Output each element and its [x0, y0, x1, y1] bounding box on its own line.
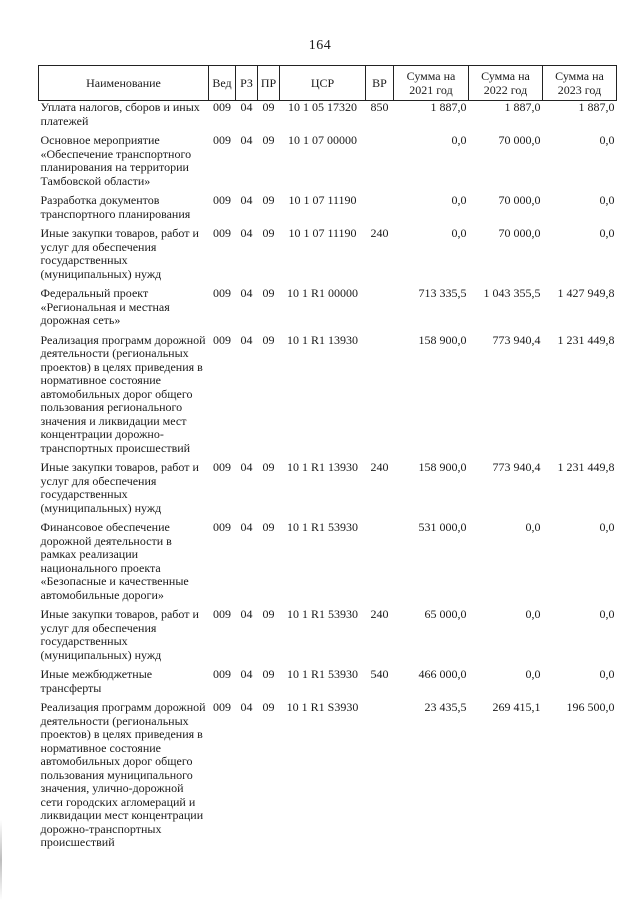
cell-sum-2023: 196 500,0	[566, 700, 615, 714]
cell-sum-2022: 0,0	[525, 667, 541, 681]
cell-sum-2021: 158 900,0	[418, 460, 467, 474]
table-header	[39, 66, 617, 101]
cell-pr: 09	[262, 226, 275, 240]
budget-table	[38, 65, 617, 856]
page-number: 164	[308, 38, 332, 53]
cell-pr: 09	[262, 700, 275, 714]
cell-ved: 009	[213, 100, 231, 114]
cell-sum-2022: 70 000,0	[498, 226, 541, 240]
cell-vr	[366, 521, 394, 608]
header-sum-2022: Сумма на 2022 год	[469, 66, 543, 101]
cell-csr: 10 1 R1 13930	[286, 332, 358, 347]
table-row	[39, 668, 617, 701]
cell-csr: 10 1 07 00000	[288, 133, 357, 147]
cell-sum-2023: 0,0	[599, 193, 615, 207]
cell-csr: 10 1 07 11190	[288, 226, 357, 240]
cell-sum-2021: 65 000,0	[424, 607, 467, 621]
cell-pr: 09	[262, 520, 275, 534]
cell-sum-2022: 773 940,4	[492, 460, 541, 474]
cell-sum-2021: 466 000,0	[418, 667, 467, 681]
cell-ved: 009	[213, 460, 231, 474]
header-pr: ПР	[258, 66, 280, 101]
header-vr: ВР	[366, 66, 394, 101]
cell-sum-2022: 1 043 355,5	[483, 286, 541, 300]
cell-sum-2022: 773 940,4	[492, 332, 541, 347]
cell-name: Уплата налогов, сборов и иных платежей	[40, 100, 200, 128]
cell-name: Разработка документов транспортного планирования	[40, 193, 191, 221]
table-row	[39, 461, 617, 521]
cell-rz: 04	[240, 286, 253, 300]
cell-name: Финансовое обеспечение дорожной деятельности в рамках реализации национального проекта «Безопасные и качественные автомобильные дороги»	[40, 520, 189, 602]
cell-ved: 009	[213, 133, 231, 147]
cell-rz: 04	[240, 193, 253, 207]
cell-csr: 10 1 R1 13930	[286, 460, 358, 474]
header-name: Наименование	[39, 66, 209, 101]
table-row	[39, 194, 617, 227]
cell-sum-2022: 1 887,0	[504, 100, 541, 114]
table-row	[39, 134, 617, 194]
cell-pr: 09	[262, 667, 275, 681]
cell-vr	[366, 134, 394, 194]
cell-sum-2022: 70 000,0	[498, 133, 541, 147]
cell-csr: 10 1 R1 53930	[286, 667, 358, 681]
cell-csr: 10 1 07 11190	[288, 193, 357, 207]
cell-sum-2021: 158 900,0	[418, 332, 467, 347]
cell-csr: 10 1 05 17320	[288, 100, 357, 114]
table-row	[39, 701, 617, 856]
cell-sum-2023: 0,0	[599, 520, 615, 534]
header-sum-2023: Сумма на 2023 год	[543, 66, 617, 101]
table-row	[39, 521, 617, 608]
cell-csr: 10 1 R1 53930	[286, 520, 358, 534]
cell-name: Основное мероприятие «Обеспечение транспортного планирования на территории Тамбовской области»	[40, 133, 192, 188]
cell-pr: 09	[262, 100, 275, 114]
cell-sum-2023: 0,0	[599, 226, 615, 240]
cell-sum-2023: 0,0	[599, 133, 615, 147]
cell-sum-2022: 70 000,0	[498, 193, 541, 207]
cell-vr	[366, 701, 394, 856]
cell-sum-2022: 0,0	[525, 520, 541, 534]
cell-ved: 009	[213, 607, 231, 621]
cell-name: Иные закупки товаров, работ и услуг для обеспечения государственных (муниципальных) нужд	[40, 607, 199, 662]
cell-sum-2023: 1 887,0	[578, 100, 615, 114]
cell-name: Реализация программ дорожной деятельности (региональных проектов) в целях приведения в нормативное состояние автомобильных дорог общего пользования регионального значения и ликвидации мест концентрации дорожно-транспортных происшествий	[40, 332, 206, 455]
cell-sum-2021: 23 435,5	[424, 700, 467, 714]
cell-rz: 04	[240, 100, 253, 114]
cell-pr: 09	[262, 607, 275, 621]
cell-ved: 009	[213, 332, 231, 347]
cell-vr	[366, 287, 394, 334]
cell-vr: 240	[370, 607, 389, 621]
cell-sum-2021: 1 887,0	[430, 100, 467, 114]
cell-name: Федеральный проект «Региональная и местная дорожная сеть»	[40, 286, 170, 327]
cell-sum-2023: 1 231 449,8	[557, 332, 615, 347]
cell-ved: 009	[213, 193, 231, 207]
cell-rz: 04	[240, 607, 253, 621]
cell-csr: 10 1 R1 S3930	[286, 700, 359, 714]
cell-sum-2021: 0,0	[451, 226, 467, 240]
cell-vr	[366, 334, 394, 462]
cell-pr: 09	[262, 193, 275, 207]
cell-vr	[366, 194, 394, 227]
cell-sum-2021: 713 335,5	[418, 286, 467, 300]
cell-csr: 10 1 R1 53930	[286, 607, 358, 621]
cell-ved: 009	[213, 667, 231, 681]
cell-name: Иные закупки товаров, работ и услуг для обеспечения государственных (муниципальных) нужд	[40, 460, 199, 515]
scan-edge-shadow	[0, 820, 2, 900]
cell-name: Иные межбюджетные трансферты	[40, 667, 153, 695]
cell-pr: 09	[262, 133, 275, 147]
cell-pr: 09	[262, 460, 275, 474]
header-csr: ЦСР	[280, 66, 366, 101]
cell-ved: 009	[213, 286, 231, 300]
cell-sum-2023: 1 427 949,8	[557, 286, 615, 300]
cell-rz: 04	[240, 460, 253, 474]
header-ved: Вед	[209, 66, 236, 101]
cell-vr: 540	[370, 667, 389, 681]
table-row	[39, 334, 617, 462]
cell-pr: 09	[262, 332, 275, 347]
cell-sum-2022: 269 415,1	[492, 700, 541, 714]
cell-csr: 10 1 R1 00000	[286, 286, 358, 300]
cell-ved: 009	[213, 700, 231, 714]
cell-sum-2023: 0,0	[599, 607, 615, 621]
cell-ved: 009	[213, 226, 231, 240]
cell-rz: 04	[240, 520, 253, 534]
header-rz: РЗ	[236, 66, 258, 101]
cell-sum-2023: 1 231 449,8	[557, 460, 615, 474]
table-row	[39, 101, 617, 135]
table-body	[39, 101, 617, 856]
cell-rz: 04	[240, 226, 253, 240]
cell-rz: 04	[240, 133, 253, 147]
cell-pr: 09	[262, 286, 275, 300]
table-row	[39, 227, 617, 287]
table-row	[39, 608, 617, 668]
cell-rz: 04	[240, 667, 253, 681]
cell-name: Иные закупки товаров, работ и услуг для обеспечения государственных (муниципальных) нужд	[40, 226, 199, 281]
cell-vr: 240	[370, 460, 389, 474]
cell-ved: 009	[213, 520, 231, 534]
cell-name: Реализация программ дорожной деятельности (региональных проектов) в целях приведения в нормативное состояние автомобильных дорог общего пользования муниципального значения, улично-дорожной сети городских агломераций и ликвидации мест концентрации дорожно-транспортных происшествий	[40, 700, 206, 849]
cell-sum-2021: 0,0	[451, 133, 467, 147]
cell-sum-2021: 531 000,0	[418, 520, 467, 534]
cell-rz: 04	[240, 332, 253, 347]
cell-sum-2022: 0,0	[525, 607, 541, 621]
cell-sum-2023: 0,0	[599, 667, 615, 681]
cell-rz: 04	[240, 700, 253, 714]
cell-vr: 850	[370, 100, 389, 114]
header-sum-2021: Сумма на 2021 год	[394, 66, 469, 101]
cell-sum-2021: 0,0	[451, 193, 467, 207]
cell-vr: 240	[370, 226, 389, 240]
table-row	[39, 287, 617, 334]
